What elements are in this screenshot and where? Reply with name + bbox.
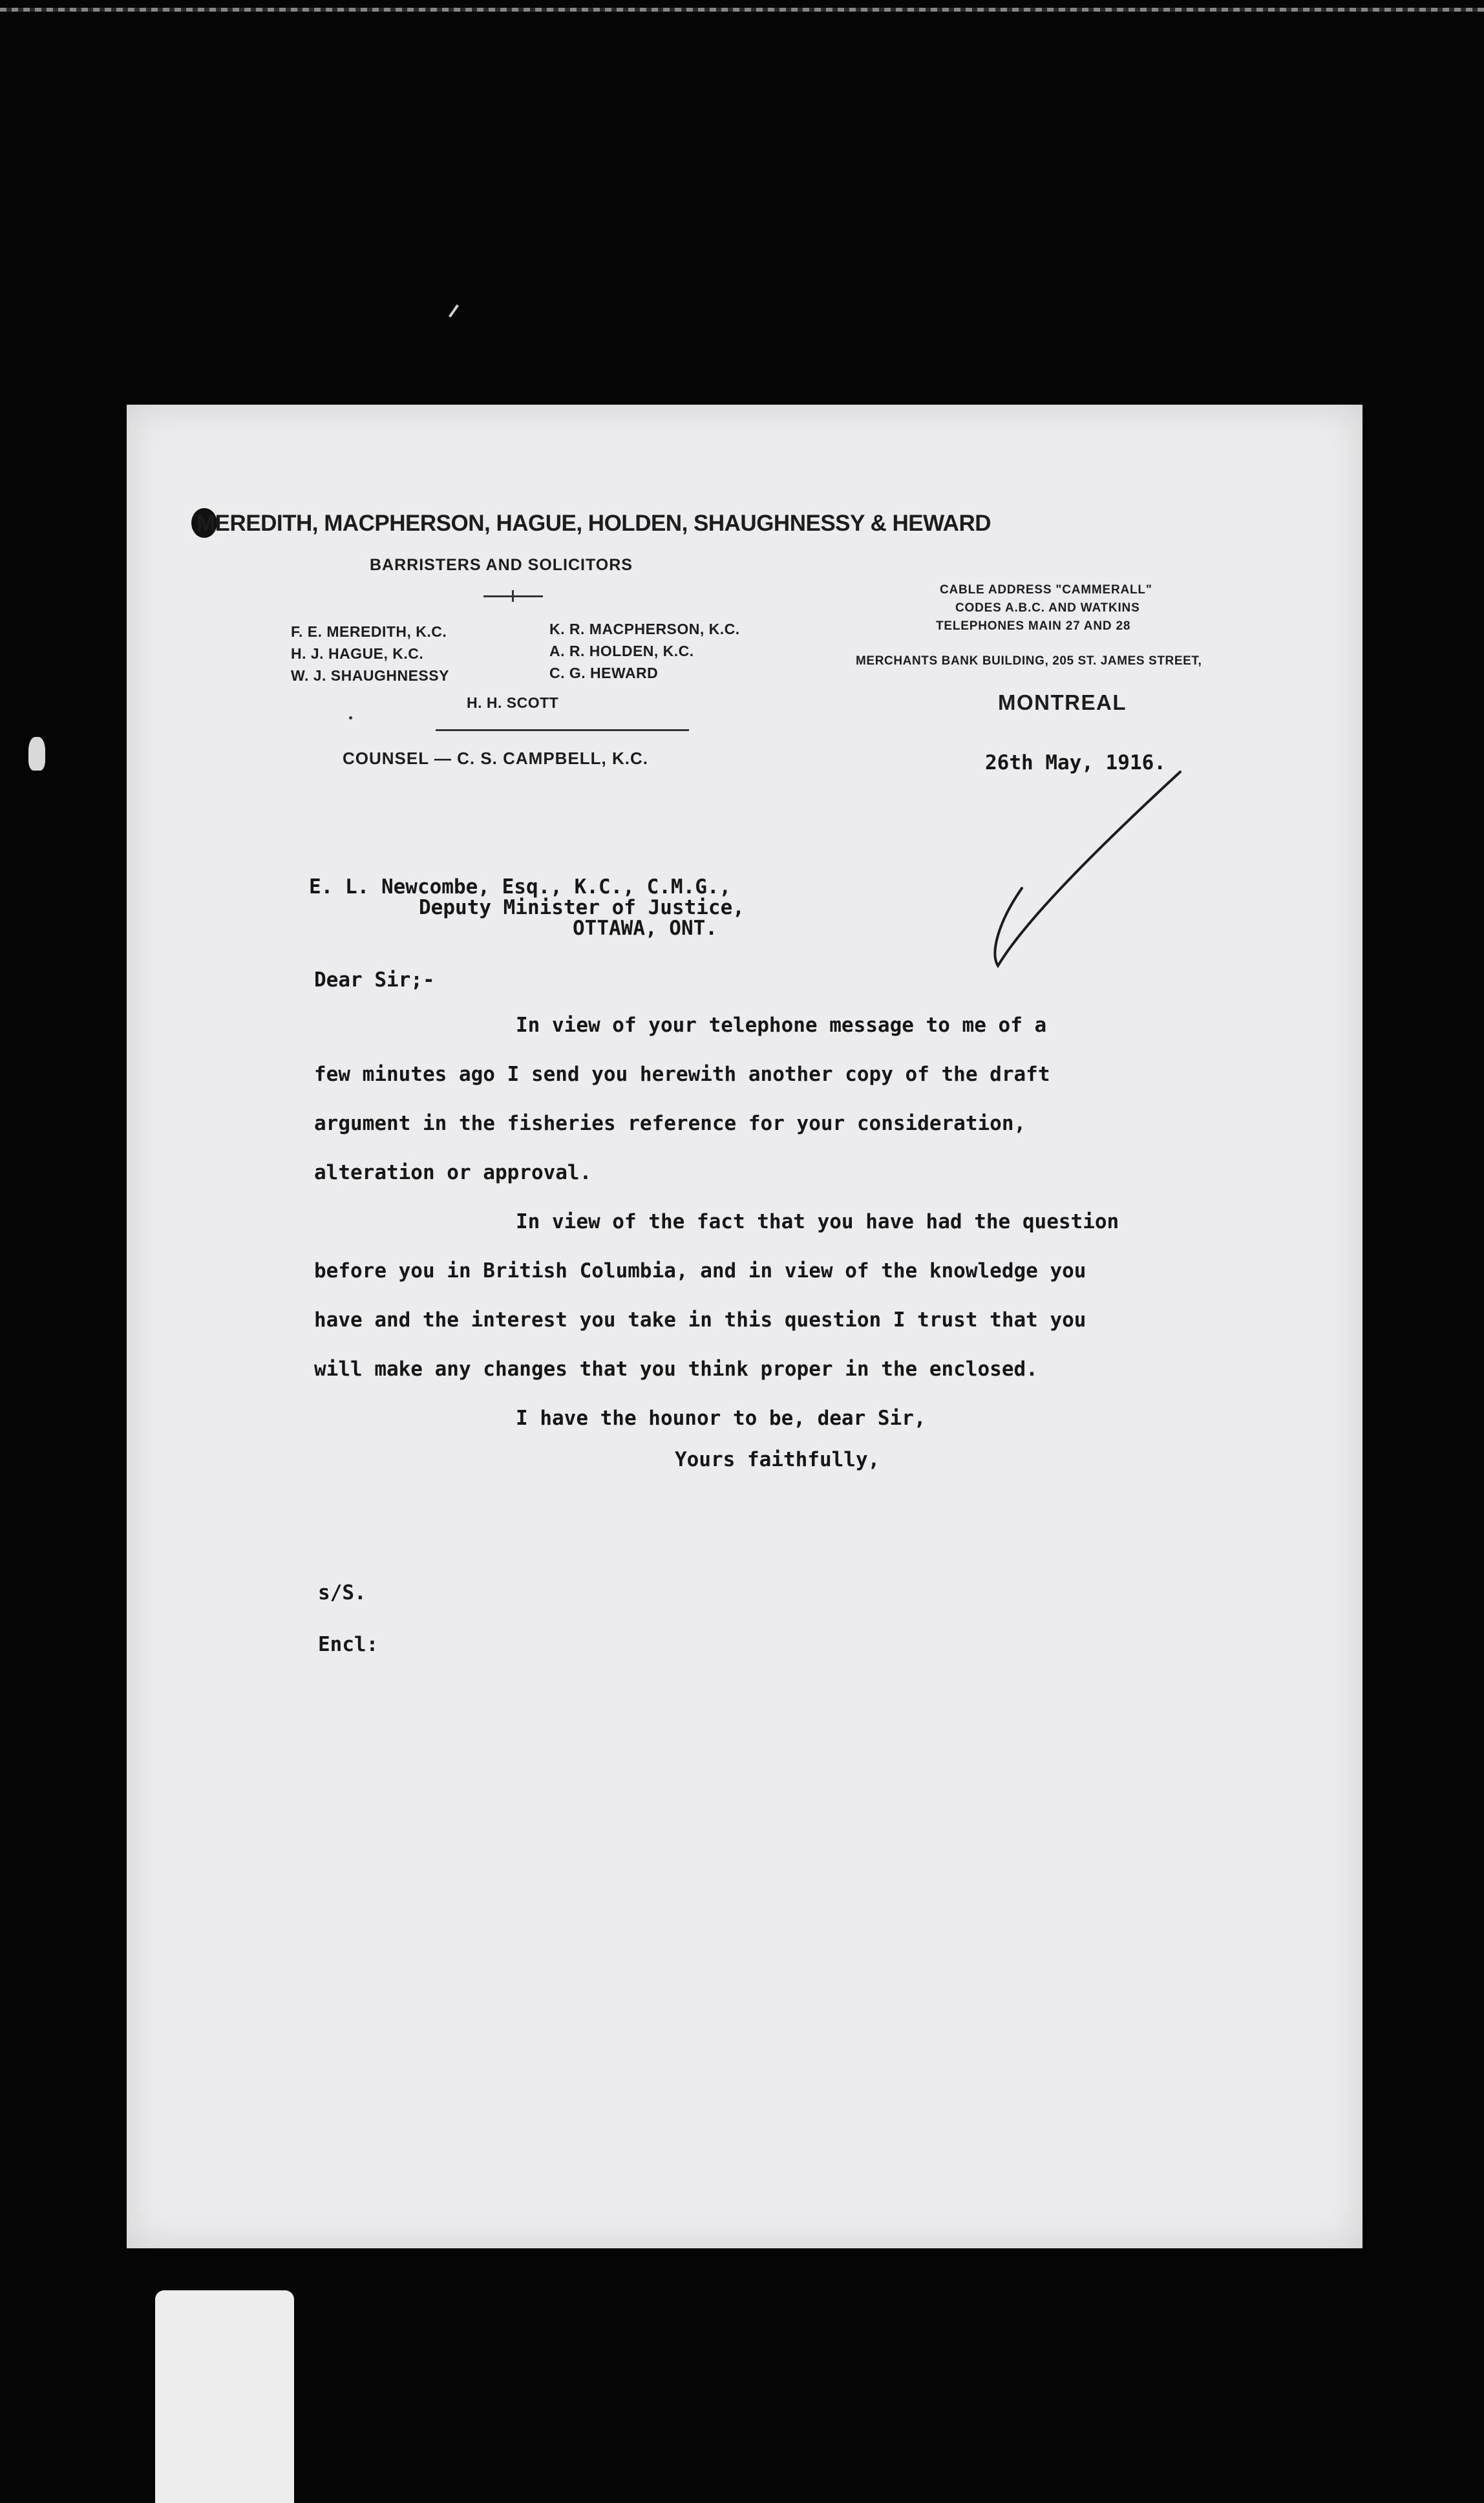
closing-line: I have the hounor to be, dear Sir, bbox=[516, 1407, 926, 1430]
firm-name: MEREDITH, MACPHERSON, HAGUE, HOLDEN, SHAUGHNESSY & HEWARD bbox=[196, 511, 991, 536]
recipient-name: E. L. Newcombe, Esq., K.C., C.M.G., bbox=[309, 875, 732, 899]
partner-name: W. J. SHAUGHNESSY bbox=[291, 667, 449, 684]
body-line: In view of the fact that you have had the question bbox=[516, 1210, 1119, 1233]
recipient-title: Deputy Minister of Justice, bbox=[419, 896, 745, 919]
partner-name: F. E. MEREDITH, K.C. bbox=[291, 623, 447, 640]
film-edge-mark bbox=[28, 737, 45, 771]
body-line: few minutes ago I send you herewith another copy of the draft bbox=[314, 1063, 1050, 1086]
city: MONTREAL bbox=[998, 690, 1127, 714]
partner-name: H. J. HAGUE, K.C. bbox=[291, 645, 424, 662]
counsel-line: COUNSEL — C. S. CAMPBELL, K.C. bbox=[343, 749, 648, 768]
salutation: Dear Sir;- bbox=[314, 968, 435, 992]
cable-address: CABLE ADDRESS "CAMMERALL" bbox=[940, 583, 1152, 597]
partner-name: C. G. HEWARD bbox=[549, 665, 659, 681]
letter-page bbox=[127, 405, 1362, 2248]
enclosure-note: Encl: bbox=[318, 1633, 379, 1656]
body-line: alteration or approval. bbox=[314, 1161, 592, 1184]
checkmark-icon bbox=[986, 759, 1232, 979]
letter-date: 26th May, 1916. bbox=[985, 751, 1166, 774]
firm-subtitle: BARRISTERS AND SOLICITORS bbox=[370, 556, 633, 574]
letterhead-rule bbox=[436, 729, 689, 731]
partner-name: A. R. HOLDEN, K.C. bbox=[549, 643, 694, 659]
telephones: TELEPHONES MAIN 27 AND 28 bbox=[936, 619, 1131, 633]
partner-name: H. H. SCOTT bbox=[467, 694, 559, 711]
body-line: In view of your telephone message to me of a bbox=[516, 1014, 1047, 1037]
valediction: Yours faithfully, bbox=[675, 1448, 880, 1471]
telegraph-codes: CODES A.B.C. AND WATKINS bbox=[955, 601, 1140, 615]
body-line: argument in the fisheries reference for your consideration, bbox=[314, 1112, 1026, 1135]
letterhead-ornament bbox=[483, 595, 543, 597]
paper-tab bbox=[155, 2290, 294, 2503]
recipient-city: OTTAWA, ONT. bbox=[573, 917, 717, 940]
film-scratch bbox=[449, 304, 459, 317]
body-line: have and the interest you take in this question I trust that you bbox=[314, 1308, 1086, 1332]
body-line: before you in British Columbia, and in view of the knowledge you bbox=[314, 1259, 1086, 1283]
typist-initials: s/S. bbox=[318, 1581, 366, 1604]
ink-dot bbox=[349, 716, 352, 719]
street-address: MERCHANTS BANK BUILDING, 205 ST. JAMES STREET, bbox=[856, 654, 1202, 668]
body-line: will make any changes that you think proper in the enclosed. bbox=[314, 1358, 1038, 1381]
partner-name: K. R. MACPHERSON, K.C. bbox=[549, 621, 740, 637]
film-sprocket-edge bbox=[0, 8, 1484, 12]
